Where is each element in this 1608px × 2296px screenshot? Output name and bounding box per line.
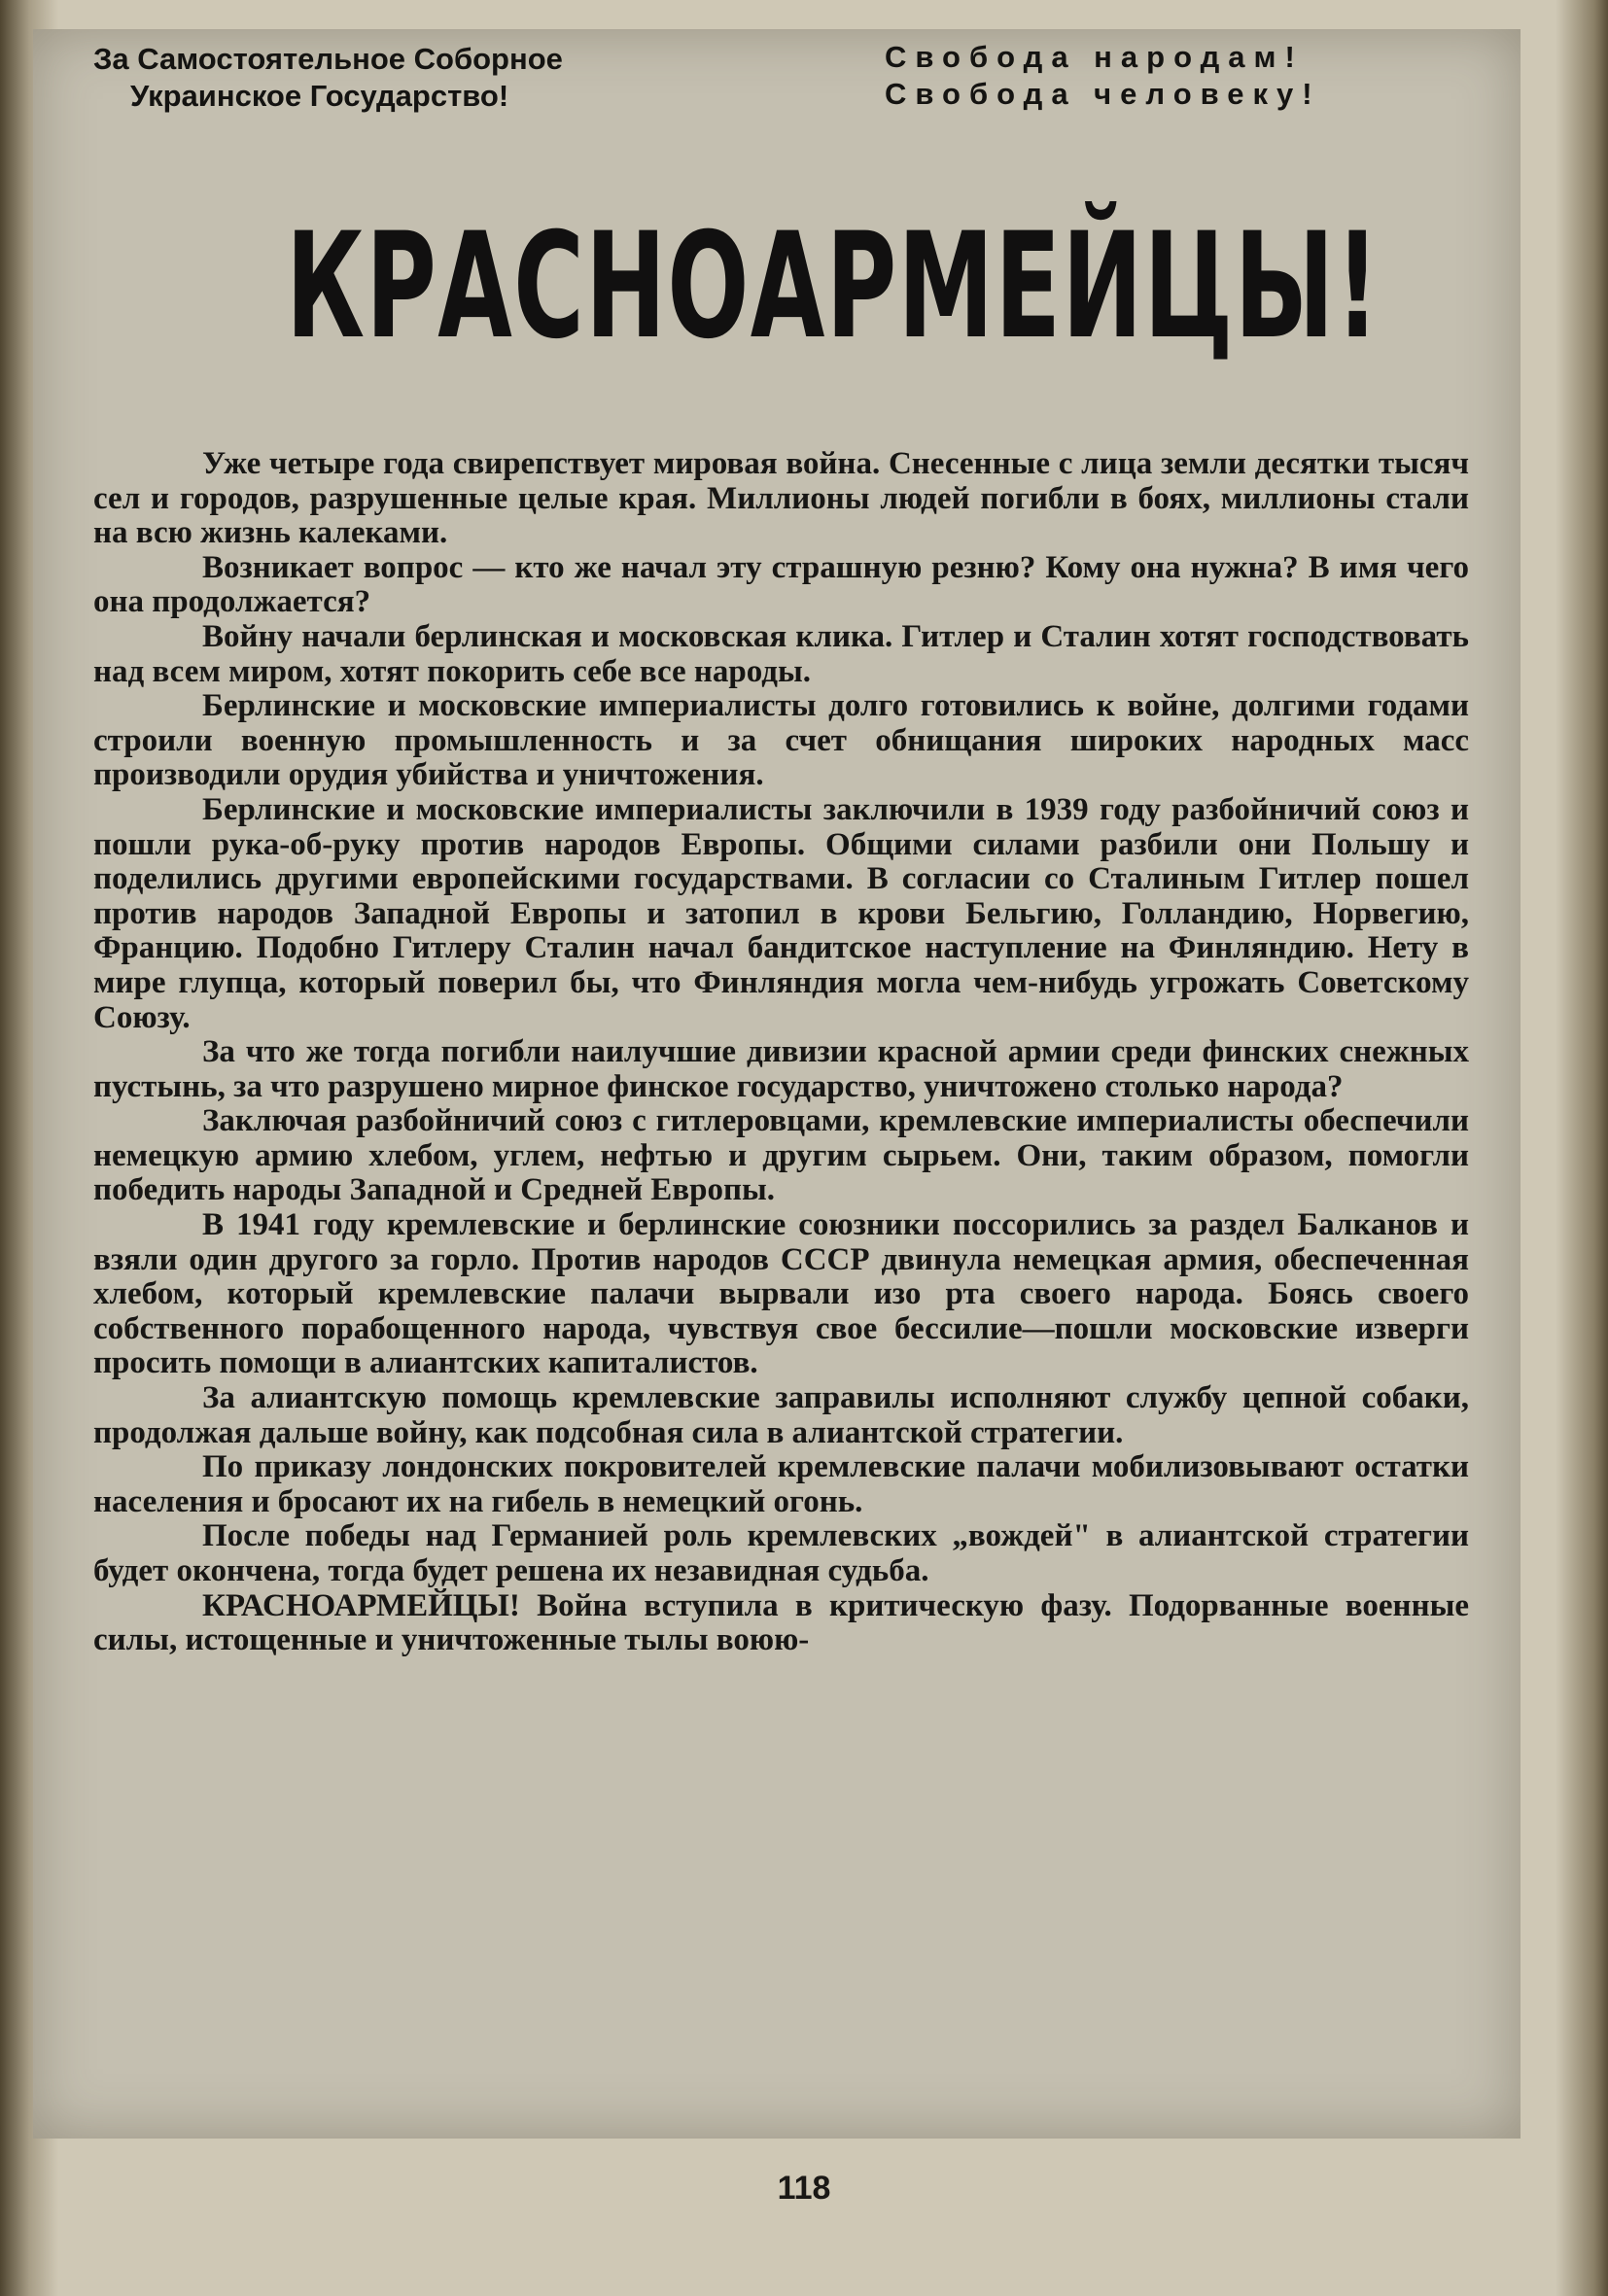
paragraph: Берлинские и московские империалисты долго готовились к войне, долгими годами строили военную промышленность и за счет обнищания широких народных масс производили орудия убийства и уничтожения. xyxy=(93,688,1469,793)
header-left-slogan xyxy=(93,41,716,115)
paragraph: После победы над Германией роль кремлевских „вождей" в алиантской стратегии будет окончена, тогда будет решена их незавидная судьба. xyxy=(93,1518,1469,1588)
header-left-line2: Украинское Государство! xyxy=(130,79,509,113)
paragraph: Уже четыре года свирепствует мировая война. Снесенные с лица земли десятки тысяч сел и городов, разрушенные целые края. Миллионы людей погибли в боях, миллионы стали на всю жизнь калеками. xyxy=(93,446,1469,551)
header-right-line2: Свобода человеку! xyxy=(885,77,1321,111)
paragraph: Возникает вопрос — кто же начал эту страшную резню? Кому она нужна? В имя чего она продолжается? xyxy=(93,549,1469,620)
leaflet-title: КРАСНОАРМЕЙЦЫ! xyxy=(286,202,1381,371)
paragraph: Берлинские и московские империалисты заключили в 1939 году разбойничий союз и пошли рука-об-руку против народов Европы. Общими силами разбили они Польшу и поделились другими европейскими государствами. В согласии со Сталиным Гитлер пошел против народов Западной Европы и затопил в крови Бельгию, Голландию, Норвегию, Францию. Подобно Гитлеру Сталин начал бандитское наступление на Финляндию. Нету в мире глупца, который поверил бы, что Финляндия могла чем-нибудь угрожать Советскому Союзу. xyxy=(93,791,1469,1035)
leaflet-body xyxy=(93,447,1469,1658)
paragraph: По приказу лондонских покровителей кремлевские палачи мобилизовывают остатки населения и бросают их на гибель в немецкий огонь. xyxy=(93,1449,1469,1519)
paragraph: За алиантскую помощь кремлевские заправилы исполняют службу цепной собаки, продолжая дальше войну, как подсобная сила в алиантской стратегии. xyxy=(93,1380,1469,1450)
leaflet-sheet xyxy=(33,29,1521,2139)
paragraph: В 1941 году кремлевские и берлинские союзники поссорились за раздел Балканов и взяли один другого за горло. Против народов СССР двинула немецкая армия, обеспеченная хлебом, который кремлевские палачи вырвали изо рта своего народа. Боясь своего собственного порабощенного народа, чувствуя свое бессилие—пошли московские изверги просить помощи в алиантских капиталистов. xyxy=(93,1207,1469,1381)
header-right-slogan xyxy=(885,39,1468,113)
paragraph: Заключая разбойничий союз с гитлеровцами, кремлевские империалисты обеспечили немецкую армию хлебом, углем, нефтью и другим сырьем. Они, таким образом, помогли победить народы Западной и Средней Европы. xyxy=(93,1103,1469,1208)
header-right-line1: Свобода народам! xyxy=(885,40,1304,74)
paragraph: За что же тогда погибли наилучшие дивизии красной армии среди финских снежных пустынь, за что разрушено мирное финское государство, уничтожено столько народа? xyxy=(93,1034,1469,1104)
page-number: 118 xyxy=(777,2170,831,2207)
paragraph: КРАСНОАРМЕЙЦЫ! Война вступила в критическую фазу. Подорванные военные силы, истощенные и уничтоженные тылы воюю- xyxy=(93,1587,1469,1658)
header-left-line1: За Самостоятельное Соборное xyxy=(93,42,563,76)
paragraph: Войну начали берлинская и московская клика. Гитлер и Сталин хотят господствовать над всем миром, хотят покорить себе все народы. xyxy=(93,618,1469,689)
